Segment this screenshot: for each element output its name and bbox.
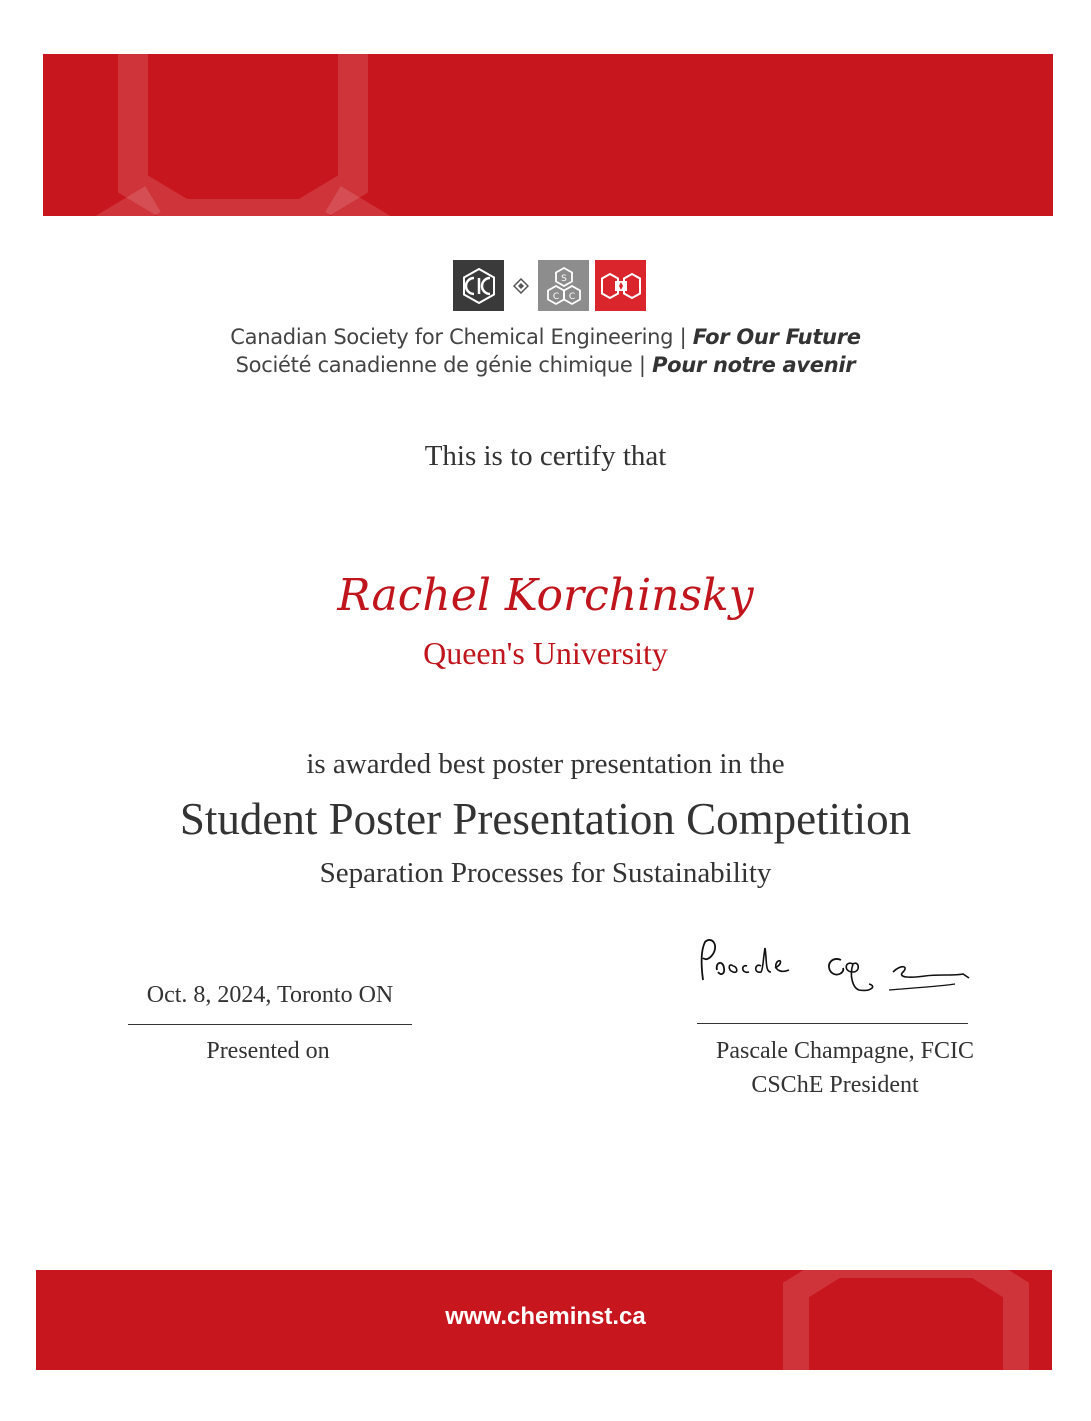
competition-title: Student Poster Presentation Competition	[179, 794, 912, 844]
handwritten-signature	[693, 930, 978, 1000]
org-name-en: Canadian Society for Chemical Engineering |	[230, 325, 687, 349]
recipient-name: Rachel Korchinsky	[337, 570, 754, 621]
president-signature-line	[697, 1023, 968, 1024]
org-tagline-en: For Our Future	[692, 325, 861, 349]
svg-text:C: C	[568, 291, 575, 302]
top-banner	[43, 54, 1053, 216]
hexagon-watermark-icon	[43, 54, 1053, 216]
org-name-fr: Société canadienne de génie chimique |	[235, 353, 646, 377]
diamond-icon	[510, 260, 532, 311]
org-name-french	[0, 353, 1091, 377]
date-signature-line	[128, 1024, 412, 1025]
certify-intro: This is to certify that	[424, 440, 667, 472]
award-text: is awarded best poster presentation in the	[306, 748, 785, 780]
scc-logo	[538, 260, 589, 311]
cic-logo	[453, 260, 504, 311]
signatory-name: Pascale Champagne, FCIC	[716, 1038, 974, 1064]
svg-text:S: S	[560, 273, 567, 284]
signatory-title: CSChE President	[751, 1072, 919, 1098]
csche-logo	[595, 260, 646, 311]
logo-row	[453, 260, 646, 311]
presented-on-caption: Presented on	[206, 1038, 330, 1064]
presentation-date-place: Oct. 8, 2024, Toronto ON	[146, 982, 394, 1008]
org-name-english	[0, 325, 1091, 349]
svg-text:C: C	[552, 291, 559, 302]
competition-theme: Separation Processes for Sustainability	[319, 857, 772, 889]
website-link[interactable]: www.cheminst.ca	[445, 1303, 646, 1330]
recipient-institution: Queen's University	[423, 635, 668, 671]
org-tagline-fr: Pour notre avenir	[652, 353, 856, 377]
